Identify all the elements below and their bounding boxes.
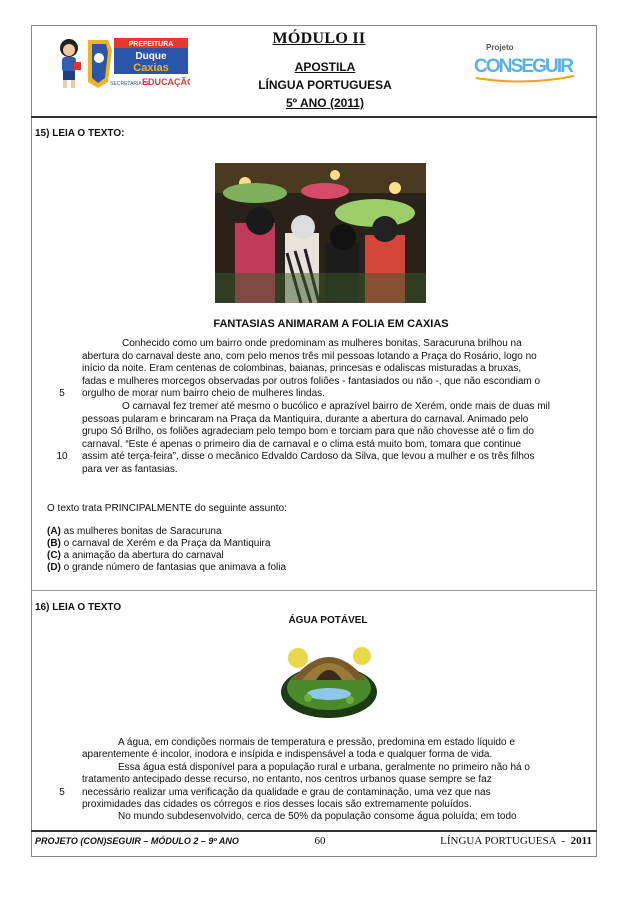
text-line: para ver as fantasias. bbox=[82, 464, 178, 475]
text-line: aparentemente é incolor, inodora e insípida e indispensável a toda e qualquer forma de vida. bbox=[82, 749, 493, 761]
text-line: Essa água está disponível para a população rural e urbana, geralmente no primeiro não há o bbox=[118, 761, 530, 773]
q15-divider bbox=[31, 590, 597, 591]
q15-question: O texto trata PRINCIPALMENTE do seguinte assunto: bbox=[47, 503, 287, 514]
text-line: orgulho de morar num bairro cheio de mulheres lindas. bbox=[82, 388, 325, 400]
text-line: A água, em condições normais de temperatura e pressão, predomina em estado líquido e bbox=[118, 737, 515, 748]
text-line: grupo Só Brilho, os foliões agradeciam pelo tempo bom e torciam para que não chovesse até o fim do bbox=[82, 426, 534, 438]
q15-caption: FANTASIAS ANIMARAM A FOLIA EM CAXIAS bbox=[213, 318, 449, 330]
text-line: assim até terça-feira”, disse o mecânico Edvaldo Cardoso da Silva, que levou a mulher e os três filhos bbox=[82, 451, 535, 463]
q16-title: ÁGUA POTÁVEL bbox=[288, 615, 368, 626]
footer-divider bbox=[31, 830, 597, 832]
text-line: necessário realizar uma verificação da qualidade e grau de contaminação, uma vez que nas bbox=[82, 786, 491, 798]
footer-subject bbox=[430, 835, 592, 847]
option-text: o grande número de fantasias que animava a folia bbox=[60, 562, 287, 573]
option-letter: (A) bbox=[47, 526, 61, 537]
q15-label: 15) LEIA O TEXTO: bbox=[35, 128, 125, 139]
answer-option[interactable] bbox=[47, 562, 286, 574]
text-line: abertura do carnaval deste ano, com pelo menos três mil pessoas lotando a Praça do Rosário, logo no bbox=[82, 350, 537, 362]
text-line: O carnaval fez tremer até mesmo o bucólico e aprazível bairro de Xerém, onde mais de duas mil bbox=[122, 401, 550, 412]
text-line: início da noite. Eram centenas de colombinas, baianas, princesas e odaliscas misturadas a bruxas, bbox=[82, 363, 522, 375]
footer-page-number: 60 bbox=[314, 835, 326, 847]
left-logo-bottom1: SECRETARIA DE bbox=[110, 81, 150, 87]
text-line: tratamento antecipado desse recurso, no entanto, nos centros urbanos quase sempre se faz bbox=[82, 774, 492, 786]
answer-option[interactable] bbox=[47, 550, 224, 562]
answer-option[interactable] bbox=[47, 538, 270, 550]
module-title: MÓDULO II bbox=[272, 30, 366, 47]
footer-subject-text: LÍNGUA PORTUGUESA - bbox=[440, 835, 571, 847]
line-number: 5 bbox=[59, 388, 65, 400]
header-divider bbox=[31, 116, 597, 118]
header-subject: LÍNGUA PORTUGUESA bbox=[258, 78, 392, 92]
footer-year: 2011 bbox=[570, 835, 592, 847]
right-logo-top: Projeto bbox=[486, 43, 514, 52]
text-line: No mundo subdesenvolvido, cerca de 50% da população consome água poluída; em todo bbox=[118, 811, 517, 823]
water-illustration bbox=[278, 628, 380, 724]
option-text: as mulheres bonitas de Saracuruna bbox=[60, 526, 222, 537]
option-letter: (C) bbox=[47, 550, 61, 561]
left-logo-city2: Caxias bbox=[133, 62, 169, 74]
option-letter: (D) bbox=[47, 562, 61, 573]
line-number: 5 bbox=[59, 786, 65, 798]
left-logo-top: PREFEITURA bbox=[128, 41, 174, 48]
option-text: o carnaval de Xerém e da Praça da Mantiquira bbox=[60, 538, 271, 549]
text-line: Conhecido como um bairro onde predominam as mulheres bonitas, Saracuruna brilhou na bbox=[122, 338, 522, 349]
header-grade: 5º ANO (2011) bbox=[286, 96, 364, 110]
q16-label: 16) LEIA O TEXTO bbox=[35, 602, 122, 613]
text-line: fadas e mulheres morcegos observadas por outros foliões - fantasiados ou não -, que não escondiam o bbox=[82, 375, 541, 387]
answer-option[interactable] bbox=[47, 526, 222, 538]
text-line: carnaval. “Este é apenas o primeiro dia de carnaval e o clima está muito bom, tomara que continue bbox=[82, 438, 522, 450]
line-number: 10 bbox=[56, 451, 68, 463]
left-logo-city1: Duque bbox=[135, 51, 167, 62]
option-letter: (B) bbox=[47, 538, 61, 549]
right-logo-word: CONSEGUIR bbox=[474, 56, 574, 77]
footer-project: PROJETO (CON)SEGUIR – MÓDULO 2 – 9º ANO bbox=[35, 836, 239, 846]
text-line: proximidades das cidades os córregos e rios desses locais são extremamente poluídos. bbox=[82, 799, 472, 810]
header-apostila: APOSTILA bbox=[294, 60, 356, 74]
left-logo-bottom2: EDUCAÇÃO bbox=[141, 77, 190, 87]
carnival-photo bbox=[215, 163, 426, 303]
text-line: pessoas pularam e brincaram na Praça da Mantiquira, durante a abertura do carnaval. Animado pelo bbox=[82, 413, 529, 425]
option-text: a animação da abertura do carnaval bbox=[60, 550, 224, 561]
